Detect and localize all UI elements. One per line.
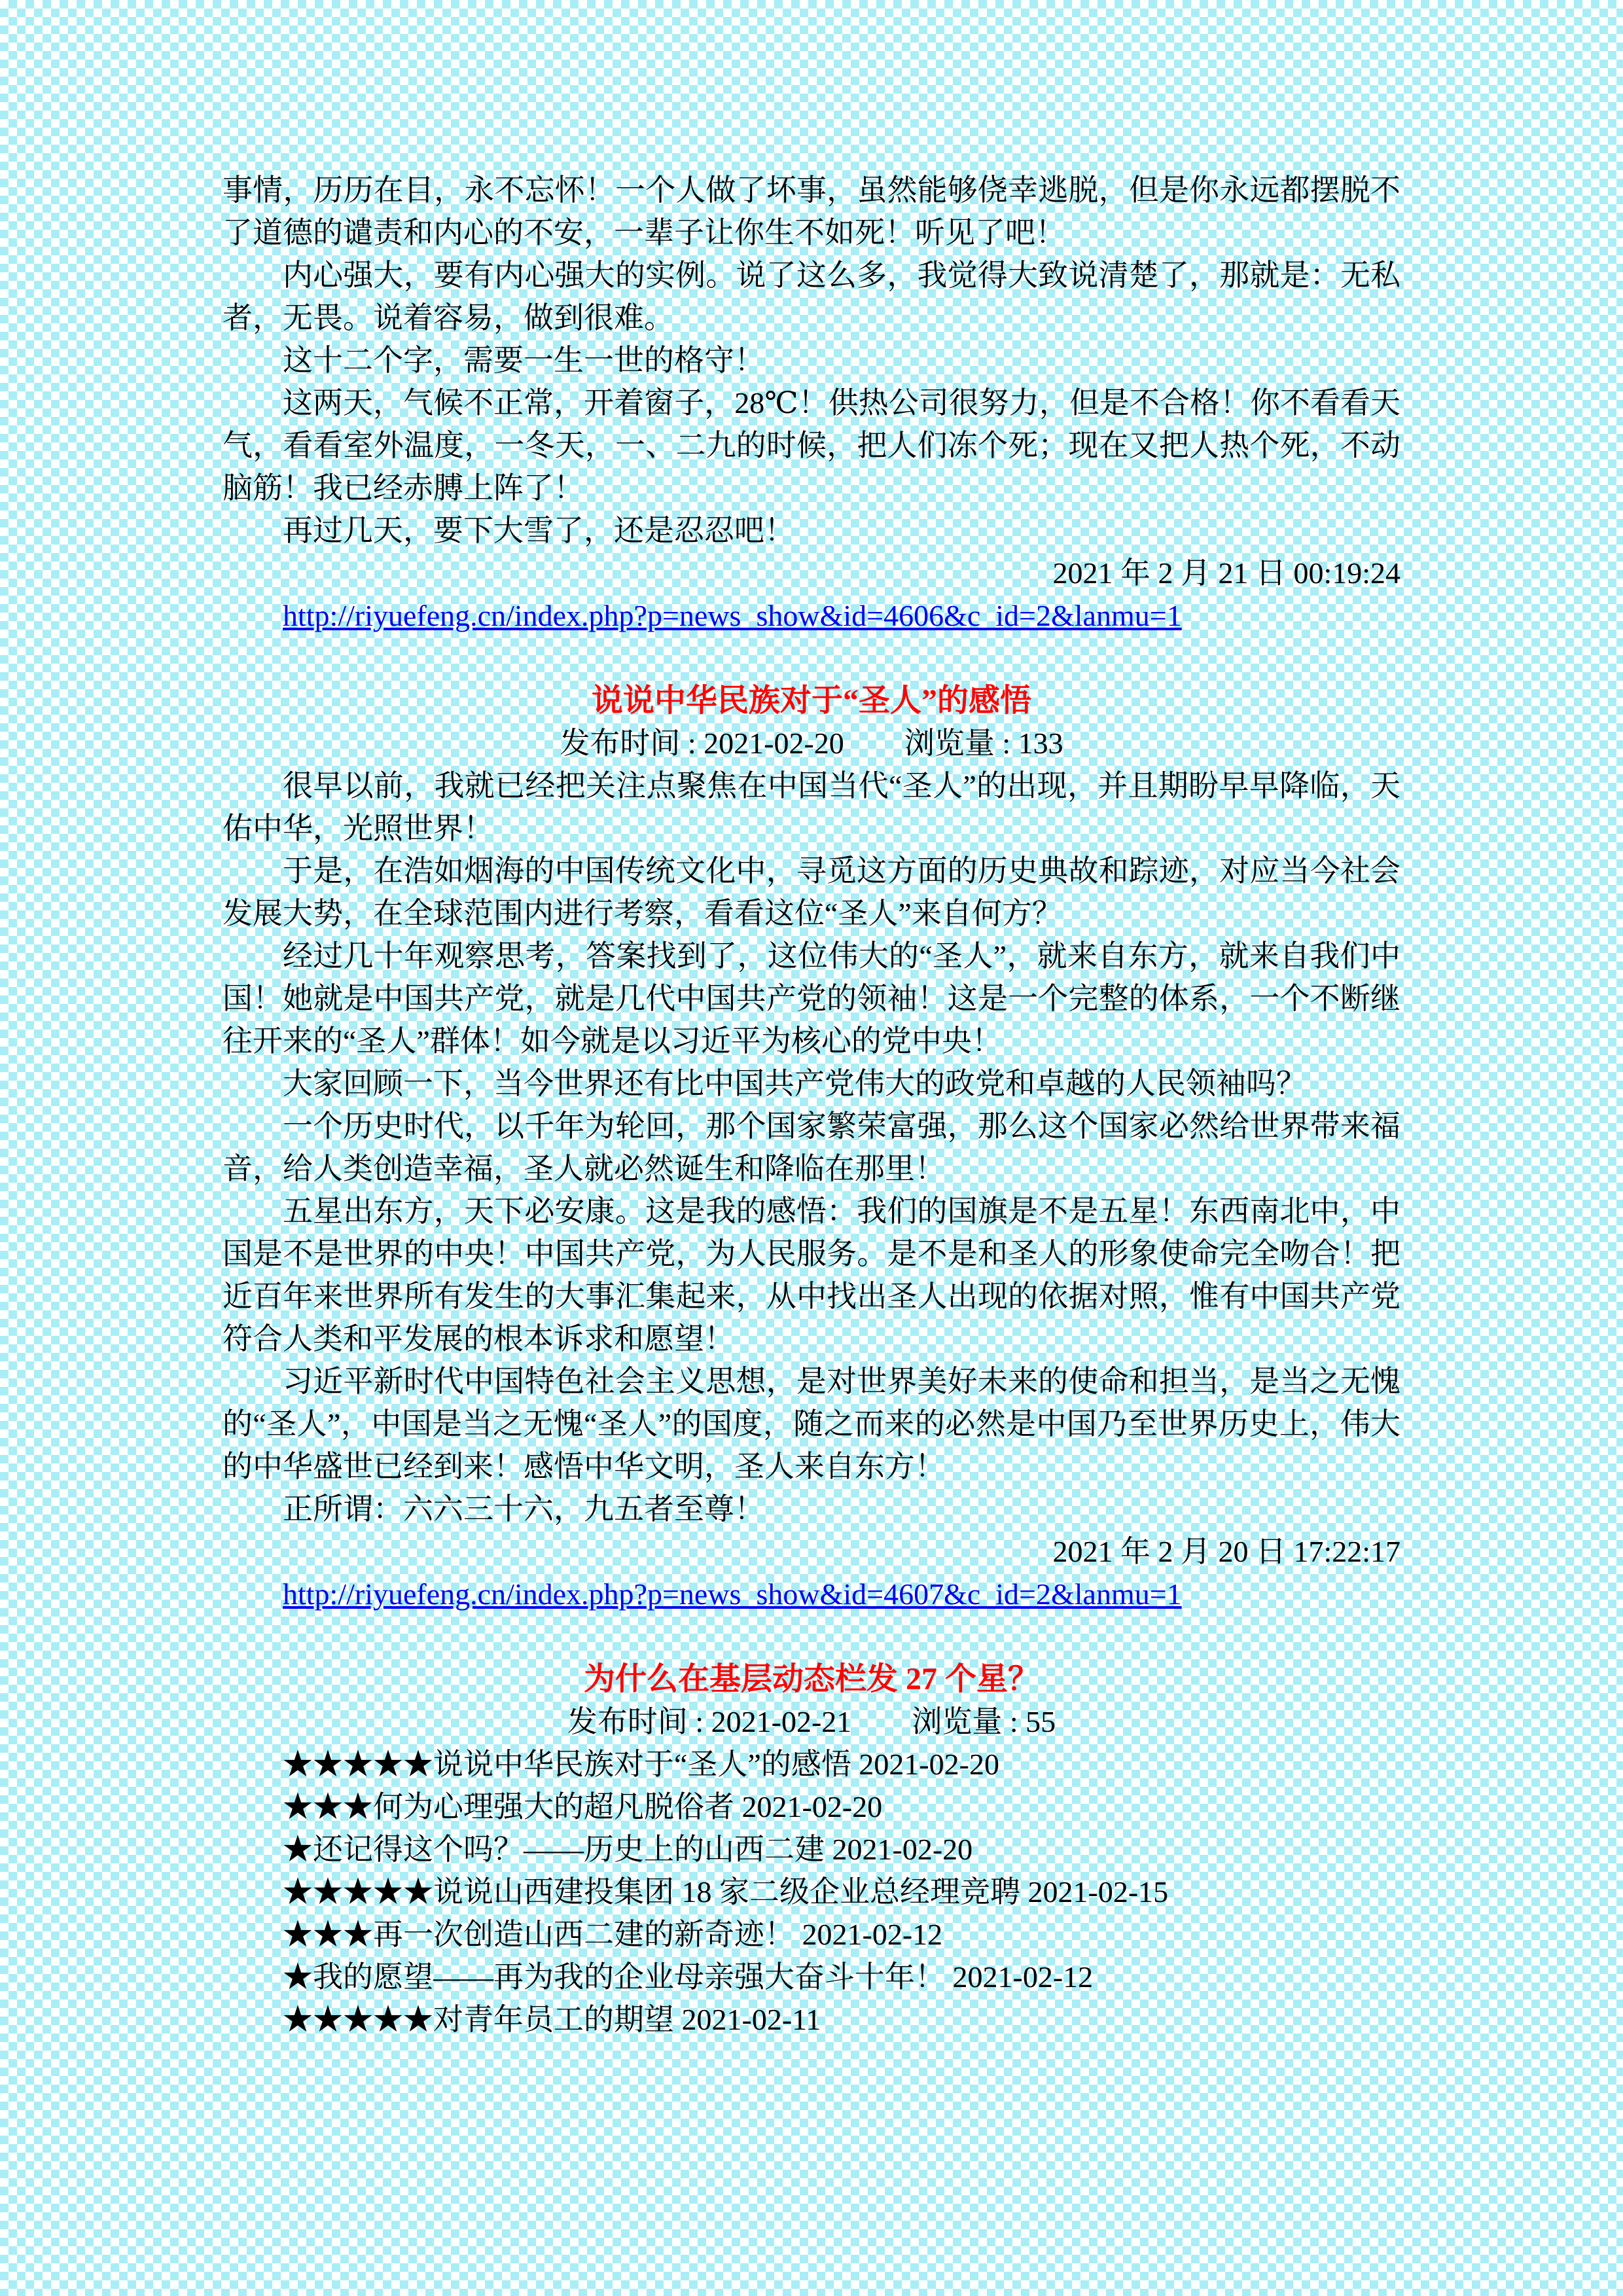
- article-title: 为什么在基层动态栏发 27 个星？: [583, 1662, 1039, 1696]
- list-item-date: 2021-02-20: [859, 1748, 999, 1781]
- vertical-spacer: [223, 637, 1400, 679]
- star-rating: ★: [283, 1960, 313, 1994]
- view-count: 浏览量 : 55: [912, 1705, 1056, 1738]
- star-rating: ★★★★★: [283, 1748, 433, 1781]
- list-item-date: 2021-02-12: [802, 1918, 943, 1951]
- body-paragraph: 五星出东方，天下必安康。这是我的感悟：我们的国旗是不是五星！东西南北中，中国是不是世界的中央！中国共产党，为人民服务。是不是和圣人的形象使命完全吻合！把近百年来世界所有发生的大事汇集起来，从中找出圣人出现的依据对照，惟有中国共产党符合人类和平发展的根本诉求和愿望！: [223, 1194, 1400, 1355]
- list-item-title: 对青年员工的期望: [433, 2003, 674, 2036]
- post-datetime: 2021 年 2 月 20 日 17:22:17: [1052, 1535, 1400, 1568]
- body-paragraph: 这十二个字，需要一生一世的格守！: [283, 344, 764, 377]
- star-rating: ★★★: [283, 1790, 373, 1823]
- body-paragraph: 很早以前，我就已经把关注点聚焦在中国当代“圣人”的出现，并且期盼早早降临，天佑中华，光照世界！: [223, 769, 1400, 845]
- page-content: [223, 169, 1400, 2041]
- view-count: 浏览量 : 133: [904, 726, 1063, 760]
- list-item: [223, 1913, 1400, 1956]
- star-rating: ★: [283, 1833, 313, 1866]
- list-item-title: 何为心理强大的超凡脱俗者: [373, 1790, 734, 1823]
- post-url-link[interactable]: http://riyuefeng.cn/index.php?p=news_show&id=4607&c_id=2&lanmu=1: [283, 1577, 1182, 1611]
- list-item-date: 2021-02-20: [832, 1833, 973, 1866]
- publish-info-line: [223, 1700, 1400, 1743]
- list-item-title: 说说中华民族对于“圣人”的感悟: [433, 1748, 851, 1781]
- post-datetime: 2021 年 2 月 21 日 00:19:24: [1052, 556, 1400, 590]
- body-paragraph: 习近平新时代中国特色社会主义思想，是对世界美好未来的使命和担当，是当之无愧的“圣人”，中国是当之无愧“圣人”的国度，随之而来的必然是中国乃至世界历史上，伟大的中华盛世已经到来！感悟中华文明，圣人来自东方！: [223, 1365, 1400, 1483]
- body-paragraph: 事情，历历在目，永不忘怀！一个人做了坏事，虽然能够侥幸逃脱，但是你永远都摆脱不了道德的谴责和内心的不安，一辈子让你生不如死！听见了吧！: [223, 173, 1400, 249]
- list-item: [223, 1871, 1400, 1913]
- list-item: [223, 1743, 1400, 1785]
- publish-info-line: [223, 722, 1400, 764]
- body-paragraph: 经过几十年观察思考，答案找到了，这位伟大的“圣人”，就来自东方，就来自我们中国！她就是中国共产党，就是几代中国共产党的领袖！这是一个完整的体系，一个不断继往开来的“圣人”群体！如今就是以习近平为核心的党中央！: [223, 939, 1400, 1058]
- star-rating: ★★★★★: [283, 2003, 433, 2036]
- list-item-title: 还记得这个吗？——历史上的山西二建: [313, 1833, 825, 1866]
- body-paragraph: 一个历史时代，以千年为轮回，那个国家繁荣富强，那么这个国家必然给世界带来福音，给人类创造幸福，圣人就必然诞生和降临在那里！: [223, 1109, 1400, 1185]
- post-url-link[interactable]: http://riyuefeng.cn/index.php?p=news_show&id=4606&c_id=2&lanmu=1: [283, 599, 1182, 632]
- list-item-title: 再一次创造山西二建的新奇迹！: [373, 1918, 794, 1951]
- star-rating: ★★★: [283, 1918, 373, 1951]
- list-item: [223, 1998, 1400, 2041]
- list-item: [223, 1828, 1400, 1871]
- star-rated-article-list: [223, 1743, 1400, 2041]
- list-item: [223, 1956, 1400, 1998]
- body-paragraph: 再过几天，要下大雪了，还是忍忍吧！: [283, 514, 794, 547]
- list-item-date: 2021-02-12: [952, 1960, 1094, 1994]
- post-link-line: [223, 1573, 1400, 1615]
- vertical-spacer: [223, 1615, 1400, 1658]
- list-item: [223, 1785, 1400, 1828]
- star-rating: ★★★★★: [283, 1875, 433, 1909]
- list-item-date: 2021-02-20: [741, 1790, 883, 1823]
- list-item-date: 2021-02-11: [681, 2003, 821, 2036]
- list-item-title: 我的愿望——再为我的企业母亲强大奋斗十年！: [313, 1960, 945, 1994]
- publish-time: 发布时间 : 2021-02-20: [560, 726, 844, 760]
- list-item-date: 2021-02-15: [1027, 1875, 1169, 1909]
- body-paragraph: 这两天，气候不正常，开着窗子，28℃！供热公司很努力，但是不合格！你不看看天气，看看室外温度，一冬天，一、二九的时候，把人们冻个死；现在又把人热个死，不动脑筋！我已经赤膊上阵了！: [223, 386, 1400, 505]
- publish-time: 发布时间 : 2021-02-21: [567, 1705, 852, 1738]
- body-paragraph: 正所谓：六六三十六，九五者至尊！: [283, 1492, 764, 1526]
- article-title: 说说中华民族对于“圣人”的感悟: [591, 683, 1031, 718]
- list-item-title: 说说山西建投集团 18 家二级企业总经理竞聘: [433, 1875, 1020, 1909]
- body-paragraph: 内心强大，要有内心强大的实例。说了这么多，我觉得大致说清楚了，那就是：无私者，无畏。说着容易，做到很难。: [223, 259, 1400, 334]
- post-link-line: [223, 594, 1400, 637]
- body-paragraph: 于是，在浩如烟海的中国传统文化中，寻觅这方面的历史典故和踪迹，对应当今社会发展大势，在全球范围内进行考察，看看这位“圣人”来自何方？: [223, 854, 1400, 930]
- body-paragraph: 大家回顾一下，当今世界还有比中国共产党伟大的政党和卓越的人民领袖吗？: [283, 1067, 1306, 1100]
